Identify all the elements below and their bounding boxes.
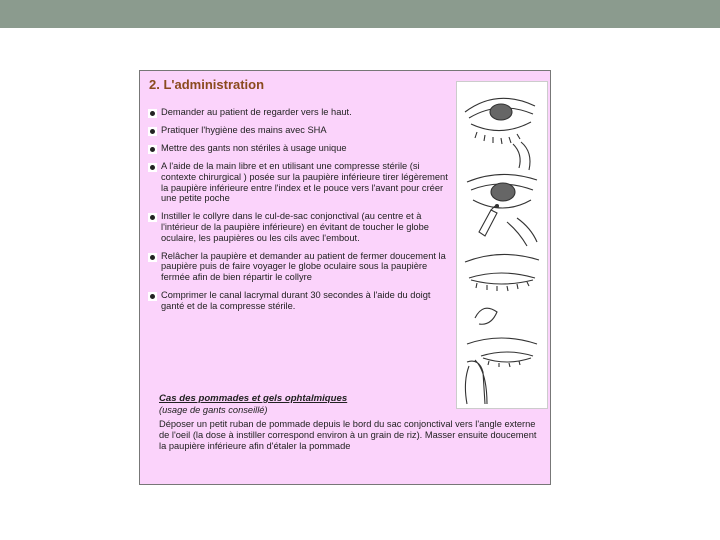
step-text: Instiller le collyre dans le cul-de-sac conjonctival (au centre et à l'intérieur de la paupière inférieure) en évitant de toucher le globe oculaire, les paupières ou les cils avec l'embout. xyxy=(161,211,429,243)
list-item xyxy=(148,211,453,243)
ointment-title: Cas des pommades et gels ophtalmiques xyxy=(159,393,348,404)
ointment-body: Déposer un petit ruban de pommade depuis le bord du sac conjonctival vers l'angle externe de l'oeil (la dose à instiller correspond environ à un grain de riz). Masser ensuite doucement la paupière inférieure afin d'étaler la pommade xyxy=(159,419,537,451)
step-text: Pratiquer l'hygiène des mains avec SHA xyxy=(161,125,327,135)
list-item xyxy=(148,107,453,118)
bullet-icon xyxy=(148,213,157,222)
bullet-icon xyxy=(148,145,157,154)
list-item xyxy=(148,125,453,136)
list-item xyxy=(148,161,453,204)
list-item xyxy=(148,290,453,312)
step-text: Comprimer le canal lacrymal durant 30 secondes à l'aide du doigt ganté et de la compresse stérile. xyxy=(161,289,431,311)
step-text: Mettre des gants non stériles à usage unique xyxy=(161,143,347,153)
ointment-subtitle: (usage de gants conseillé) xyxy=(159,405,268,415)
step-text: Relâcher la paupière et demander au patient de fermer doucement la paupière puis de faire voyager le globe oculaire sous la paupière fermée afin de bien répartir le collyre xyxy=(161,250,446,283)
bullet-icon xyxy=(148,127,157,136)
bullet-icon xyxy=(148,163,157,172)
eye-drawings-svg xyxy=(457,82,547,408)
bullet-icon xyxy=(148,253,157,262)
step-text: Demander au patient de regarder vers le haut. xyxy=(161,107,352,117)
step-text: A l'aide de la main libre et en utilisant une compresse stérile (si contexte chirurgical ) posée sur la paupière inférieure tirer légèrement la paupière inférieure entre l'index et le pouce vers l'avant pour créer une petite poche xyxy=(161,161,448,204)
eye-illustration-2 xyxy=(467,174,537,246)
slide-title: 2. L'administration xyxy=(149,77,265,92)
ointment-section xyxy=(159,393,539,452)
list-item xyxy=(148,251,453,283)
list-item xyxy=(148,143,453,154)
top-bar xyxy=(0,0,720,28)
eye-illustration-3 xyxy=(465,254,539,324)
steps-list xyxy=(148,107,453,319)
eye-illustration-1 xyxy=(465,98,535,170)
slide-panel xyxy=(139,70,551,485)
eye-illustrations xyxy=(456,81,548,409)
bullet-icon xyxy=(148,292,157,301)
bullet-icon xyxy=(148,109,157,118)
